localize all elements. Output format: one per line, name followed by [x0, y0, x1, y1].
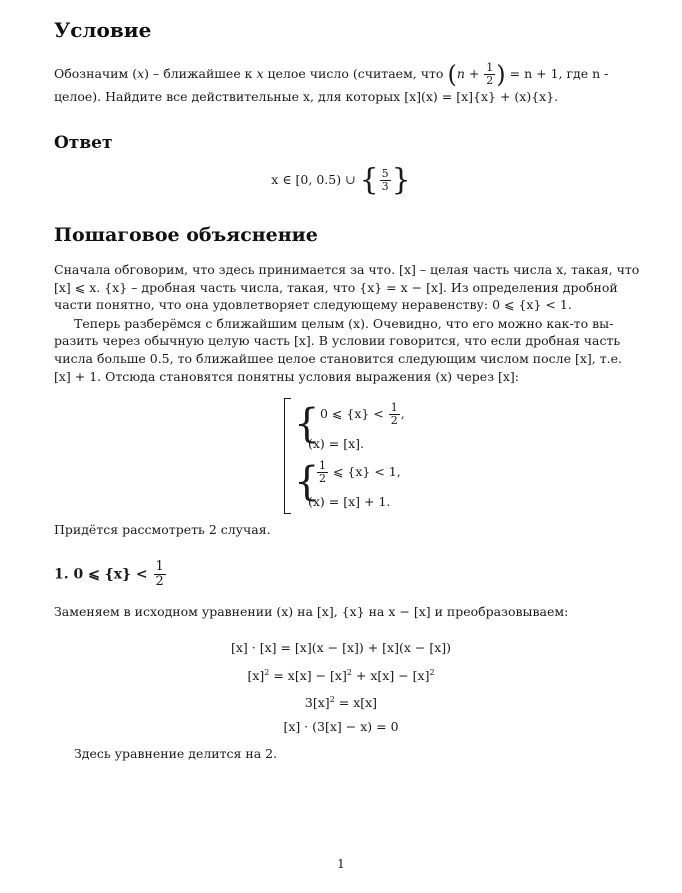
para1-line-1: Сначала обговорим, что здесь принимается за что. [x] – целая часть числа x, такая, что	[54, 262, 640, 277]
case-1-note: Здесь уравнение делится на 2.	[74, 746, 278, 761]
system-row-4: (x) = [x] + 1.	[308, 494, 391, 509]
equation-2: $[x]^2 = x[x] - [x]^2 + x[x] - [x]^2$	[247, 668, 435, 684]
heading-condition: Условие	[54, 18, 152, 42]
para1-line-2: [x] ⩽ x. {x} – дробная часть числа, такая, что {x} = x − [x]. Из определения дробной	[54, 280, 618, 295]
equation-1: [x] · [x] = [x](x − [x]) + [x](x − [x])	[230, 640, 452, 655]
condition-line-2: целое). Найдите все действительные x, для которых [x](x) = [x]{x} + (x){x}.	[54, 89, 559, 104]
para1-line-3: части понятно, что она удовлетворяет следующему неравенству: 0 ⩽ {x} < 1.	[54, 297, 572, 312]
para2-line-4: [x] + 1. Отсюда становятся понятны условия выражения (x) через [x]:	[54, 369, 520, 384]
fraction-five-thirds: $\frac{5}{3}$	[381, 167, 389, 193]
heading-answer: Ответ	[54, 133, 113, 153]
system-row-3: $\frac{1}{2}$ ⩽ {x} < 1,	[319, 459, 401, 485]
para2-line-3: числа больше 0.5, то ближайшее целое становится следующим числом после [x], т.е.	[54, 351, 622, 366]
equation-4: [x] · (3[x] − x) = 0	[283, 719, 399, 734]
condition-line-1: Обозначим (x) – ближайшее к x целое число (считаем, что (n + $\frac{1}{2}$ ) = n + 1, где n -	[54, 60, 609, 89]
system-row-1: 0 ⩽ {x} < $\frac{1}{2}$ ,	[320, 401, 405, 427]
conditions-system	[284, 398, 444, 514]
system-row-2: (x) = [x].	[308, 436, 364, 451]
para2-line-2: разить через обычную целую часть [x]. В условии говорится, что если дробная часть	[54, 333, 621, 348]
fraction-one-half: $\frac{1}{2}$	[486, 61, 494, 87]
case-1-title: 1. 0 ⩽ {x} < $\frac{1}{2}$	[54, 559, 164, 589]
case-1-intro: Заменяем в исходном уравнении (x) на [x], {x} на x − [x] и преобразовываем:	[54, 604, 569, 619]
system-bracket	[284, 398, 291, 514]
heading-explanation: Пошаговое объяснение	[54, 224, 318, 246]
equation-3: $3[x]^2 = x[x]$	[304, 695, 378, 711]
answer-formula: x ∈ [0, 0.5) ∪ { $\frac{5}{3}$ }	[271, 162, 411, 198]
para2-line-1: Теперь разберёмся с ближайшим целым (x). Очевидно, что его можно как-то вы-	[74, 316, 614, 331]
system-brace-2: {	[294, 459, 320, 505]
page-number: 1	[337, 857, 345, 871]
cases-note: Придётся рассмотреть 2 случая.	[54, 522, 271, 537]
system-brace-1: {	[294, 401, 320, 447]
